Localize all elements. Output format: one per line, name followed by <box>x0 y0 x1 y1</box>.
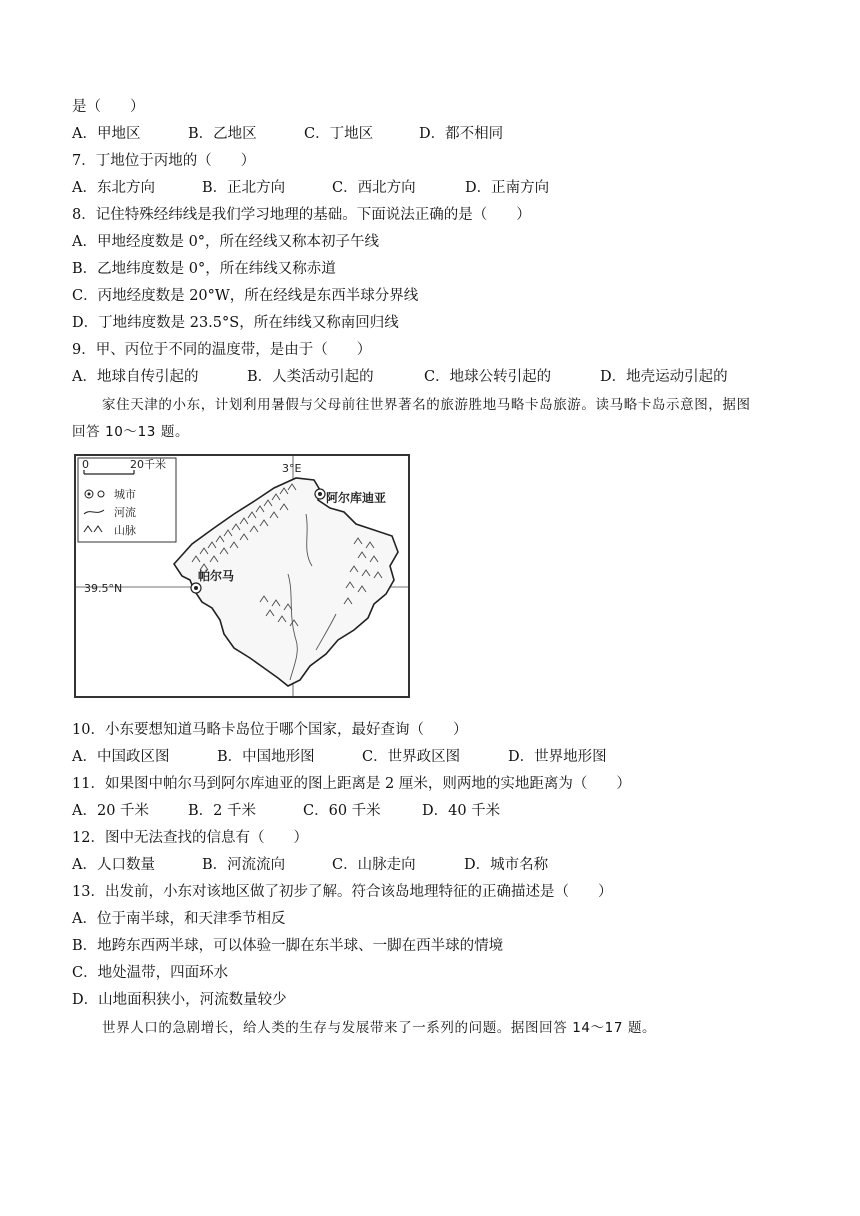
q9-stem: 9．甲、丙位于不同的温度带，是由于（ ） <box>72 342 372 358</box>
q6-option-d[interactable]: D．都不相同 <box>419 126 504 142</box>
legend-mountain-label: 山脉 <box>114 524 136 537</box>
q12-option-d[interactable]: D．城市名称 <box>464 857 549 873</box>
q11-stem: 11．如果图中帕尔马到阿尔库迪亚的图上距离是 2 厘米，则两地的实地距离为（ ） <box>72 776 631 792</box>
q10-option-a[interactable]: A．中国政区图 <box>72 749 170 765</box>
legend-city-label: 城市 <box>114 488 136 501</box>
q7-option-d[interactable]: D．正南方向 <box>465 180 550 196</box>
q6-option-c[interactable]: C．丁地区 <box>304 126 374 142</box>
section-intro-population: 世界人口的急剧增长，给人类的生存与发展带来了一系列的问题。据图回答 14～17 题。 <box>102 1020 657 1036</box>
scale-zero-label: 0 <box>82 458 89 471</box>
section-intro-mallorca-line1: 家住天津的小东，计划利用暑假与父母前往世界著名的旅游胜地马略卡岛旅游。读马略卡岛示意图，据图 <box>102 397 751 413</box>
q8-option-c[interactable]: C．丙地经度数是 20°W，所在经线是东西半球分界线 <box>72 288 419 304</box>
q8-option-d[interactable]: D．丁地纬度数是 23.5°S，所在纬线又称南回归线 <box>72 315 399 331</box>
q10-stem: 10．小东要想知道马略卡岛位于哪个国家，最好查询（ ） <box>72 722 468 738</box>
q7-option-a[interactable]: A．东北方向 <box>72 180 155 196</box>
q6-option-a[interactable]: A．甲地区 <box>72 126 141 142</box>
q9-option-b[interactable]: B．人类活动引起的 <box>247 369 374 385</box>
longitude-label: 3°E <box>282 462 302 475</box>
q13-stem: 13．出发前，小东对该地区做了初步了解。符合该岛地理特征的正确描述是（ ） <box>72 884 613 900</box>
q11-option-a[interactable]: A．20 千米 <box>72 803 150 819</box>
q12-option-a[interactable]: A．人口数量 <box>72 857 155 873</box>
q8-stem: 8．记住特殊经纬线是我们学习地理的基础。下面说法正确的是（ ） <box>72 207 531 223</box>
q13-option-c[interactable]: C．地处温带，四面环水 <box>72 965 229 981</box>
q10-option-d[interactable]: D．世界地形图 <box>508 749 607 765</box>
q8-option-b[interactable]: B．乙地纬度数是 0°，所在纬线又称赤道 <box>72 261 336 277</box>
q8-option-a[interactable]: A．甲地经度数是 0°，所在经线又称本初子午线 <box>72 234 380 250</box>
legend-river-label: 河流 <box>114 506 136 519</box>
q9-option-a[interactable]: A．地球自传引起的 <box>72 369 199 385</box>
palma-city-marker-dot <box>194 586 198 590</box>
q9-option-c[interactable]: C．地球公转引起的 <box>424 369 552 385</box>
palma-label: 帕尔马 <box>198 569 235 583</box>
q11-option-c[interactable]: C．60 千米 <box>303 803 381 819</box>
q12-option-b[interactable]: B．河流流向 <box>202 857 286 873</box>
q12-option-c[interactable]: C．山脉走向 <box>332 857 416 873</box>
scale-distance-label: 20千米 <box>130 458 166 471</box>
legend-city-icon-dot <box>88 493 91 496</box>
q10-option-c[interactable]: C．世界政区图 <box>362 749 461 765</box>
mallorca-map-svg <box>74 454 410 698</box>
q7-stem: 7．丁地位于丙地的（ ） <box>72 153 256 169</box>
q10-option-b[interactable]: B．中国地形图 <box>217 749 315 765</box>
q6-stem-continuation: 是（ ） <box>72 99 145 115</box>
q7-option-b[interactable]: B．正北方向 <box>202 180 286 196</box>
latitude-label: 39.5°N <box>84 582 123 595</box>
q13-option-b[interactable]: B．地跨东西两半球，可以体验一脚在东半球、一脚在西半球的情境 <box>72 938 504 954</box>
q11-option-d[interactable]: D．40 千米 <box>422 803 501 819</box>
mallorca-map-figure <box>74 454 410 698</box>
q13-option-d[interactable]: D．山地面积狭小，河流数量较少 <box>72 992 287 1008</box>
q12-stem: 12．图中无法查找的信息有（ ） <box>72 830 308 846</box>
q6-option-b[interactable]: B．乙地区 <box>188 126 257 142</box>
q11-option-b[interactable]: B．2 千米 <box>188 803 256 819</box>
alcudia-label: 阿尔库迪亚 <box>326 491 387 505</box>
q13-option-a[interactable]: A．位于南半球，和天津季节相反 <box>72 911 286 927</box>
alcudia-city-marker-dot <box>318 492 322 496</box>
q9-option-d[interactable]: D．地壳运动引起的 <box>600 369 728 385</box>
q7-option-c[interactable]: C．西北方向 <box>332 180 416 196</box>
section-intro-mallorca-line2: 回答 10～13 题。 <box>72 424 190 440</box>
